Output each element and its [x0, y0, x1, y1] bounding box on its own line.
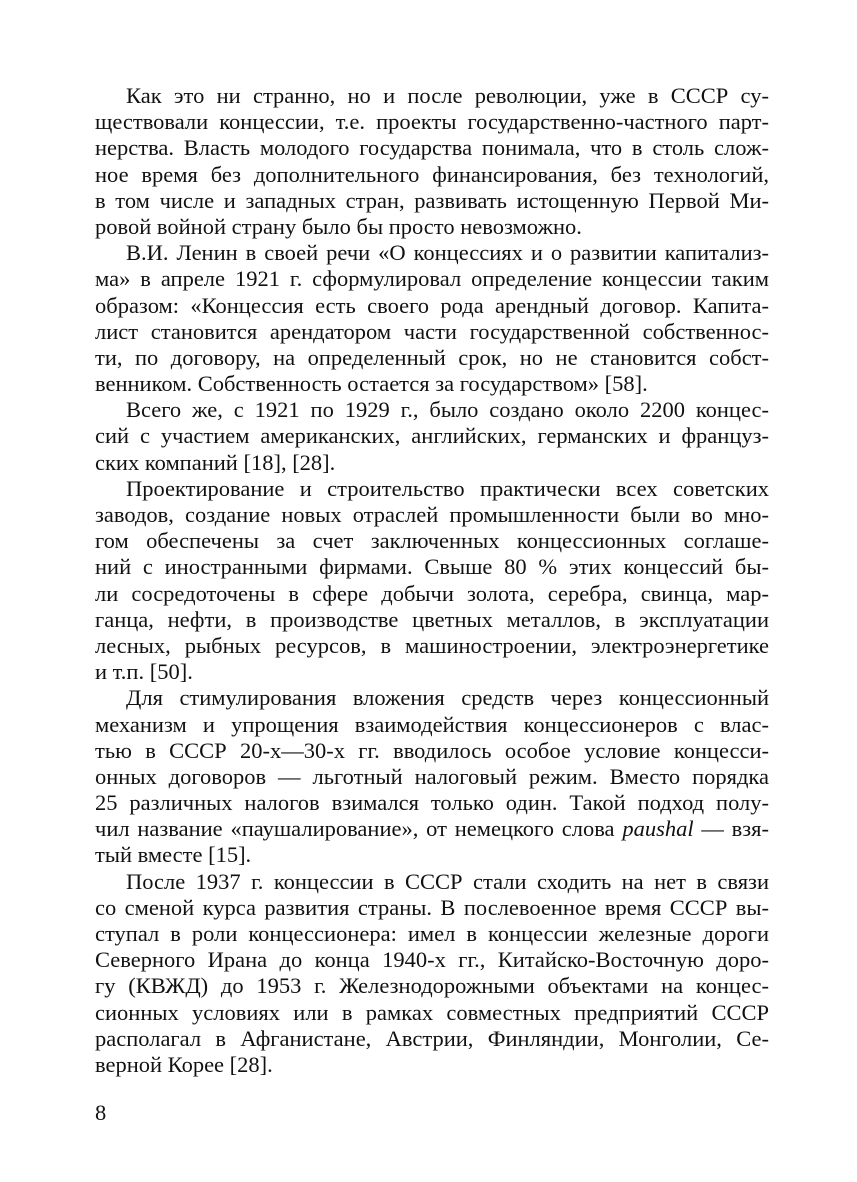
text-segment: чил название «паушалирование», от немецкого слова	[95, 816, 623, 842]
text-line: сионных условиях или в рамках совместных предприятий СССР	[95, 999, 769, 1025]
text-line: ний с иностранными фирмами. Свыше 80 % этих концессий бы-	[95, 554, 769, 580]
text-line: В.И. Ленин в своей речи «О концессиях и о развитии капитализ-	[126, 240, 769, 266]
text-line: 25 различных налогов взимался только один. Такой подход полу-	[95, 790, 769, 816]
paragraph-4	[95, 476, 769, 686]
text-line: ти, по договору, на определенный срок, но не становится собст-	[95, 344, 769, 370]
paragraph-3	[95, 397, 769, 476]
text-line: ских компаний [18], [28].	[95, 449, 336, 475]
text-line-with-italic	[95, 816, 769, 842]
text-line: заводов, создание новых отраслей промышленности были во мно-	[95, 502, 769, 527]
text-segment: — взя-	[693, 816, 769, 842]
text-line: ма» в апреле 1921 г. сформулировал определение концессии таким	[95, 266, 769, 292]
text-line: тью в СССР 20-х—30-х гг. вводилось особое условие концесси-	[95, 737, 769, 763]
text-line: и т.п. [50].	[95, 659, 193, 685]
text-line: гу (КВЖД) до 1953 г. Железнодорожными объектами на концес-	[95, 973, 769, 999]
paragraph-1	[95, 83, 769, 240]
text-line: тый вместе [15].	[95, 842, 252, 868]
text-line: Для стимулирования вложения средств через концессионный	[126, 685, 769, 711]
text-line: верной Корее [28].	[95, 1051, 273, 1077]
text-line: венником. Собственность остается за государством» [58].	[95, 371, 648, 397]
text-line: располагал в Афганистане, Австрии, Финляндии, Монголии, Се-	[95, 1025, 769, 1051]
text-line: ганца, нефти, в производстве цветных металлов, в эксплуатации	[95, 606, 769, 632]
text-line: со сменой курса развития страны. В послевоенное время СССР вы-	[95, 894, 769, 920]
text-line: образом: «Концессия есть своего рода арендный договор. Капита-	[95, 292, 769, 318]
text-line: ступал в роли концессионера: имел в концессии железные дороги	[95, 921, 769, 946]
text-line: Всего же, с 1921 по 1929 г., было создано около 2200 концес-	[126, 397, 769, 423]
text-line: онных договоров — льготный налоговый режим. Вместо порядка	[95, 763, 769, 789]
page-text	[95, 83, 769, 1078]
paragraph-6	[95, 869, 769, 1079]
text-line: нерства. Власть молодого государства понимала, что в столь слож-	[95, 135, 769, 161]
text-line: лист становится арендатором части государственной собственнос-	[95, 318, 769, 344]
text-line: ровой войной страну было бы просто невозможно.	[95, 213, 582, 239]
italic-foreign-word: paushal	[622, 816, 694, 842]
text-line: гом обеспечены за счет заключенных концессионных соглаше-	[95, 528, 769, 554]
paragraph-2	[95, 240, 769, 397]
text-line: механизм и упрощения взаимодействия концессионеров с влас-	[95, 711, 769, 737]
text-line: Как это ни странно, но и после революции, уже в СССР су-	[126, 83, 769, 108]
text-line: ли сосредоточены в сфере добычи золота, серебра, свинца, мар-	[95, 580, 769, 606]
paragraph-5	[95, 685, 769, 868]
text-line: ное время без дополнительного финансирования, без технологий,	[95, 161, 769, 187]
text-line: После 1937 г. концессии в СССР стали сходить на нет в связи	[126, 868, 769, 894]
page-number: 8	[95, 1100, 107, 1125]
text-line: лесных, рыбных ресурсов, в машиностроении, электроэнергетике	[95, 632, 769, 658]
text-line: Северного Ирана до конца 1940-х гг., Китайско-Восточную доро-	[95, 947, 769, 973]
text-line: Проектирование и строительство практически всех советских	[126, 475, 769, 501]
text-line: ществовали концессии, т.е. проекты государственно-частного парт-	[95, 109, 769, 135]
text-line: в том числе и западных стран, развивать истощенную Первой Ми-	[95, 187, 769, 213]
text-line: сий с участием американских, английских, германских и француз-	[95, 423, 769, 449]
